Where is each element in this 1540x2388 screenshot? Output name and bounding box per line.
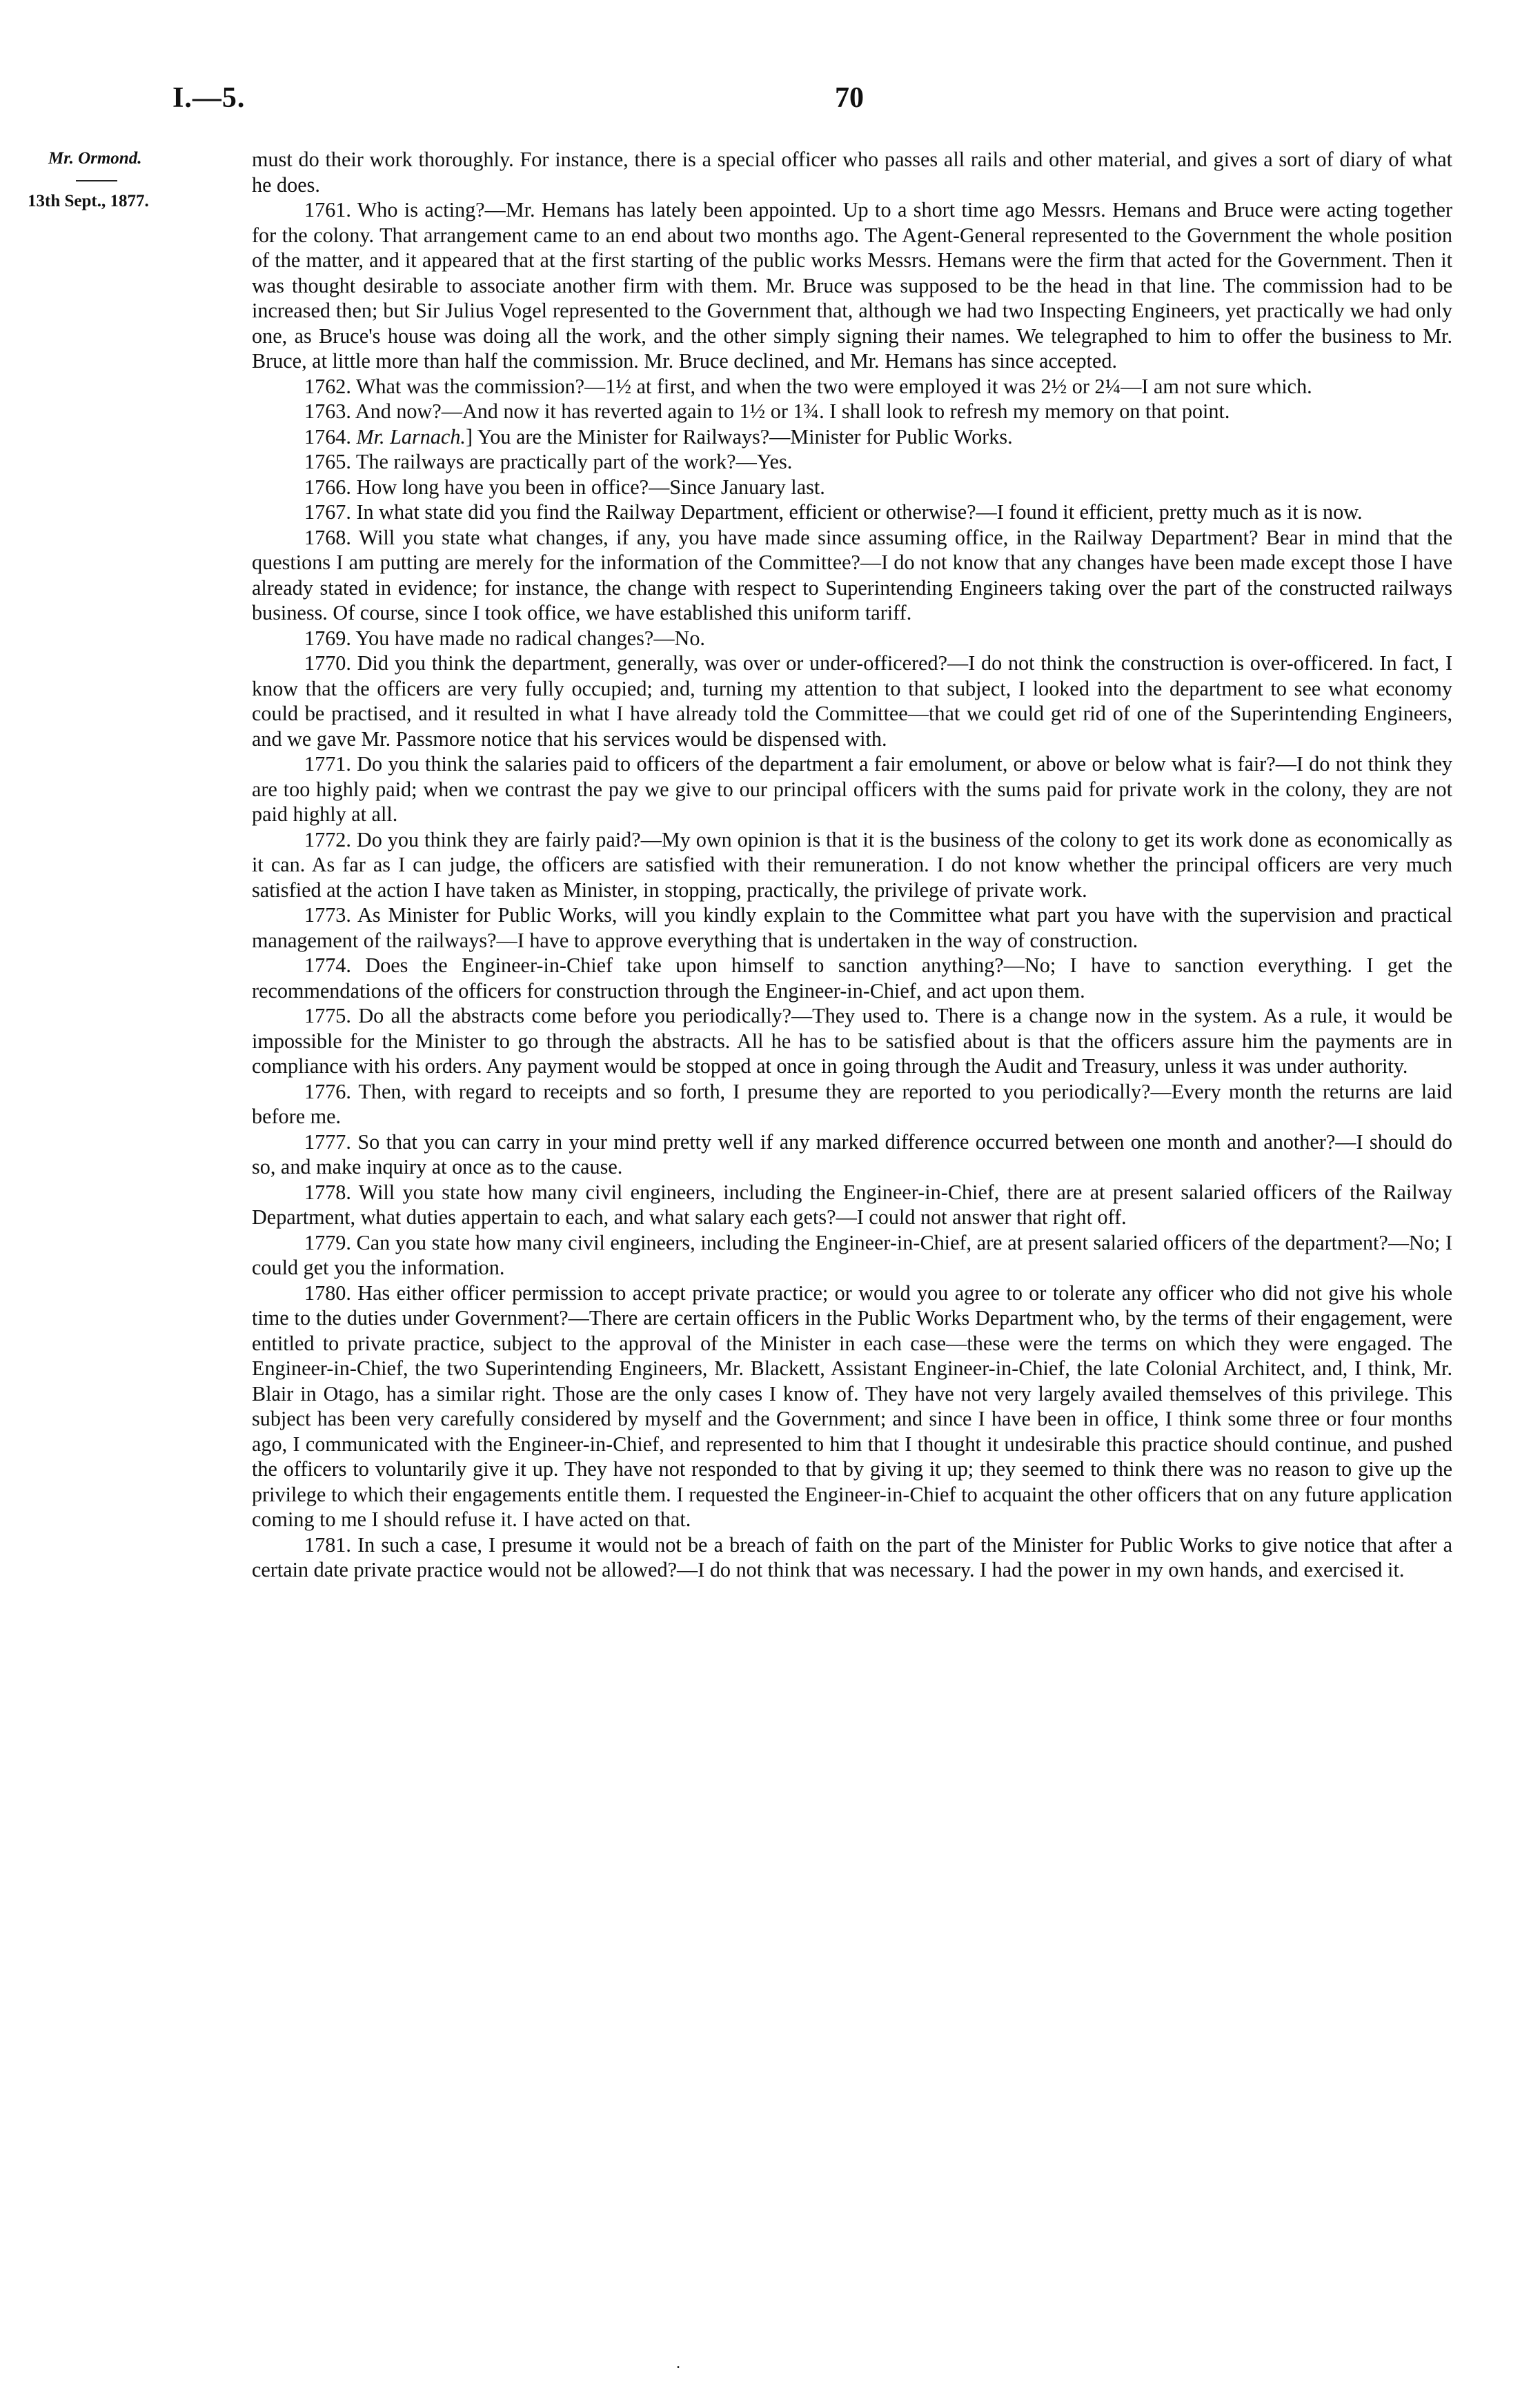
paragraph-text: 1778. Will you state how many civil engineers, including the Engineer-in-Chief, there are at present salaried officers of the Railway Department, what duties appertain to each, and what salary each gets?—I could not answer that right off.: [252, 1180, 1452, 1229]
evidence-paragraph: [252, 902, 1452, 953]
paragraph-text: 1780. Has either officer permission to accept private practice; or would you agree to or tolerate any officer who did not give his whole time to the duties under Government?—There are certain officers in the Public Works Department who, by the terms of their engagement, were entitled to private practice, subject to the approval of the Minister in each case—these were the terms on which they were engaged. The Engineer-in-Chief, the two Superintending Engineers, Mr. Blackett, Assistant Engineer-in-Chief, the late Colonial Architect, and, I think, Mr. Blair in Otago, has a similar right. Those are the only cases I know of. They have not very largely availed themselves of this privilege. This subject has been very carefully considered by myself and the Government; and since I have been in office, I think some three or four months ago, I communicated with the Engineer-in-Chief, and represented to him that I thought it undesirable this practice should continue, and pushed the officers to voluntarily give it up. They have not responded to that by giving it up; they seemed to think there was no reason to give up the privilege to which their engagements entitle them. I requested the Engineer-in-Chief to acquaint the other officers that on any future application coming to me I should refuse it. I have acted on that.: [252, 1281, 1452, 1531]
paragraph-text: 1779. Can you state how many civil engineers, including the Engineer-in-Chief, are at present salaried officers of the department?—No; I could get you the information.: [252, 1230, 1452, 1279]
margin-speaker: Mr. Ormond.: [48, 149, 142, 168]
body-text: [252, 147, 1452, 1583]
evidence-paragraph: [252, 424, 1452, 450]
paragraph-text: 1772. Do you think they are fairly paid?—My own opinion is that it is the business of the colony to get its work done as economically as it can. As far as I can judge, the officers are satisfied with their remuneration. I do not know whether the principal officers are very much satisfied at the action I have taken as Minister, in stopping, practically, the privilege of private work.: [252, 827, 1452, 902]
paragraph-text: 1766. How long have you been in office?—Since January last.: [304, 475, 825, 499]
paragraph-text: 1773. As Minister for Public Works, will you kindly explain to the Committee what part you have with the supervision and practical management of the railways?—I have to approve everything that is undertaken in the way of construction.: [252, 903, 1452, 952]
document-reference: I.—5.: [172, 82, 246, 114]
paragraph-text: must do their work thoroughly. For instance, there is a special officer who passes all rails and other material, and gives a sort of diary of what he does.: [252, 148, 1452, 197]
paragraph-text: 1767. In what state did you find the Railway Department, efficient or otherwise?—I found it efficient, pretty much as it is now.: [304, 500, 1363, 524]
page-header: [0, 81, 1540, 130]
evidence-paragraph: [252, 525, 1452, 626]
paragraph-text: 1771. Do you think the salaries paid to officers of the department a fair emolument, or above or below what is fair?—I do not think they are too highly paid; when we contrast the pay we give to our principal officers with the sums paid for private work in the colony, they are not paid highly at all.: [252, 752, 1452, 826]
margin-date: 13th Sept., 1877.: [28, 192, 149, 210]
evidence-paragraph: [252, 1003, 1452, 1079]
evidence-paragraph: [252, 500, 1452, 525]
paragraph-text: 1762. What was the commission?—1½ at first, and when the two were employed it was 2½ or 2¼—I am not sure which.: [304, 374, 1312, 398]
evidence-paragraph: [252, 374, 1452, 399]
evidence-paragraph: [252, 449, 1452, 475]
paragraph-text: 1761. Who is acting?—Mr. Hemans has lately been appointed. Up to a short time ago Messrs. Hemans and Bruce were acting together for the colony. That arrangement came to an end about two months ago. The Agent-General represented to the Government the whole position of the matter, and it appeared that at the first starting of the public works Messrs. Hemans were the firm that acted for the Government. Then it was thought desirable to associate another firm with them. Mr. Bruce was supposed to be the head in that line. The commission had to be increased then; but Sir Julius Vogel represented to the Government that, although we had two Inspecting Engineers, yet practically we had only one, as Bruce's house was doing all the work, and the other simply signing their names. We telegraphed to him to offer the business to Mr. Bruce, at little more than half the commission. Mr. Bruce declined, and Mr. Hemans has since accepted.: [252, 198, 1452, 373]
evidence-paragraph: [252, 399, 1452, 424]
margin-divider: [76, 180, 117, 181]
paragraph-text: 1774. Does the Engineer-in-Chief take upon himself to sanction anything?—No; I have to sanction everything. I get the recommendations of the officers for construction through the Engineer-in-Chief, and act upon them.: [252, 954, 1452, 1003]
evidence-paragraph: [252, 1532, 1452, 1583]
evidence-paragraph: [252, 1180, 1452, 1230]
paragraph-text: ] You are the Minister for Railways?—Minister for Public Works.: [465, 424, 1013, 448]
evidence-paragraph: [252, 1230, 1452, 1281]
paragraph-text: 1776. Then, with regard to receipts and so forth, I presume they are reported to you periodically?—Every month the returns are laid before me.: [252, 1079, 1452, 1128]
evidence-paragraph: [252, 1281, 1452, 1532]
paragraph-text: 1763. And now?—And now it has reverted again to 1½ or 1¾. I shall look to refresh my memory on that point.: [304, 399, 1230, 423]
speaker-name: Mr. Larnach.: [356, 424, 466, 448]
evidence-paragraph: [252, 197, 1452, 374]
evidence-paragraph: [252, 827, 1452, 903]
evidence-paragraph: [252, 147, 1452, 197]
evidence-paragraph: [252, 953, 1452, 1003]
paragraph-text: 1769. You have made no radical changes?—No.: [304, 626, 705, 650]
evidence-paragraph: [252, 651, 1452, 751]
question-number: 1764.: [304, 424, 357, 448]
paragraph-text: 1770. Did you think the department, generally, was over or under-officered?—I do not think the construction is over-officered. In fact, I know that the officers are very fully occupied; and, turning my attention to that subject, I looked into the department to see what economy could be practised, and it resulted in what I have already told the Committee—that we could get rid of one of the Superintending Engineers, and we gave Mr. Passmore notice that his services would be dispensed with.: [252, 651, 1452, 751]
evidence-paragraph: [252, 626, 1452, 651]
paragraph-text: 1777. So that you can carry in your mind pretty well if any marked difference occurred between one month and another?—I should do so, and make inquiry at once as to the cause.: [252, 1129, 1452, 1178]
footer-mark: .: [676, 2354, 680, 2372]
paragraph-text: 1765. The railways are practically part of the work?—Yes.: [304, 450, 793, 473]
evidence-paragraph: [252, 1079, 1452, 1129]
evidence-paragraph: [252, 1129, 1452, 1180]
paragraph-text: 1775. Do all the abstracts come before you periodically?—They used to. There is a change now in the system. As a rule, it would be impossible for the Minister to go through the abstracts. All he has to be satisfied about is that the officers assure him the payments are in compliance with his orders. Any payment would be stopped at once in going through the Audit and Treasury, unless it was under authority.: [252, 1004, 1452, 1078]
evidence-paragraph: [252, 475, 1452, 500]
paragraph-text: 1768. Will you state what changes, if any, you have made since assuming office, in the Railway Department? Bear in mind that the questions I am putting are merely for the information of the Committee?—I do not know that any changes have been made except those I have already stated in evidence; for instance, the change with respect to Superintending Engineers taking over the part of the constructed railways business. Of course, since I took office, we have established this uniform tariff.: [252, 525, 1452, 624]
margin-note: [28, 148, 248, 212]
evidence-paragraph: [252, 751, 1452, 827]
page-number: 70: [835, 82, 864, 114]
paragraph-text: 1781. In such a case, I presume it would not be a breach of faith on the part of the Minister for Public Works to give notice that after a certain date private practice would not be allowed?—I do not think that was necessary. I had the power in my own hands, and exercised it.: [252, 1532, 1452, 1581]
